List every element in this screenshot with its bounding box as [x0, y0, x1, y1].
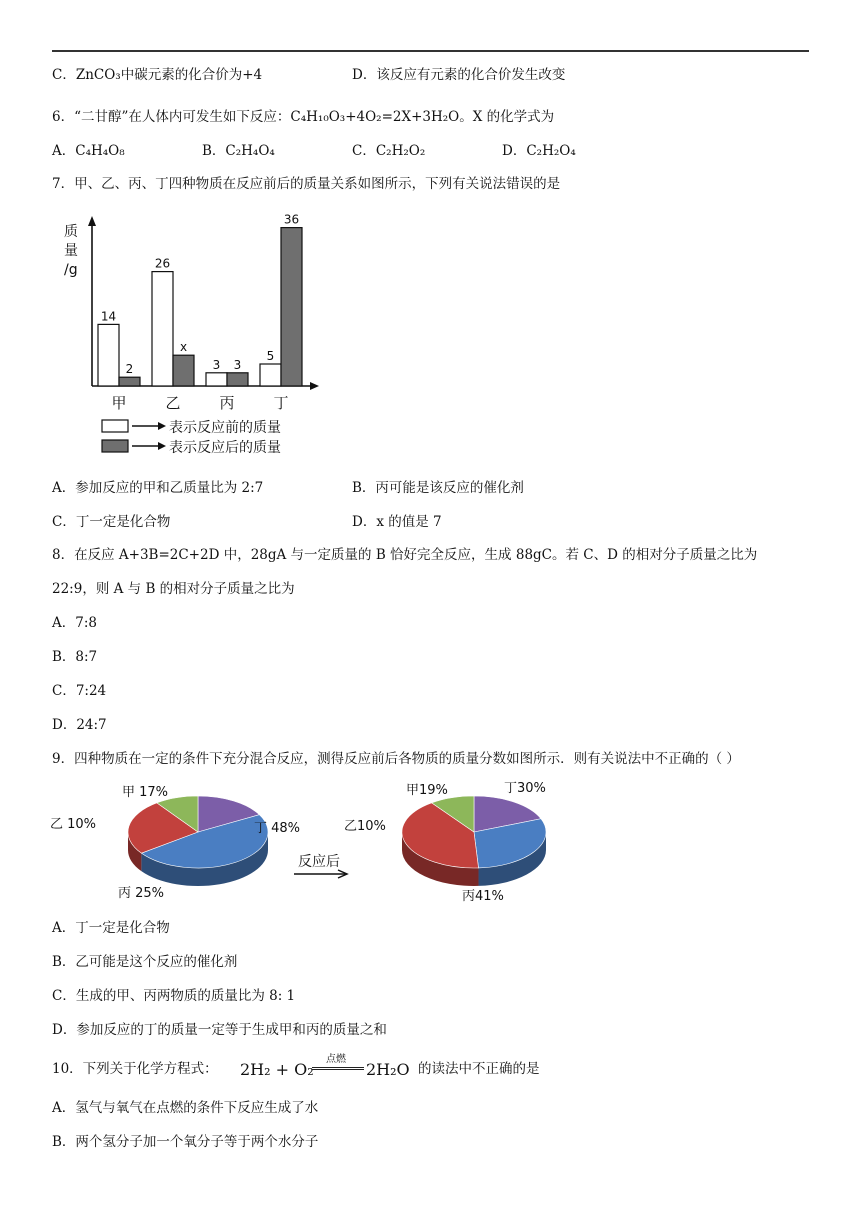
q5-option-c: C．ZnCO₃中碳元素的化合价为+4 [52, 67, 263, 83]
pie-after-label: 乙10% [344, 819, 386, 834]
pie-after-label: 丁30% [504, 781, 546, 796]
bar-after [227, 373, 248, 386]
y-axis-label: 质 [64, 224, 78, 240]
q10-option-a: A．氢气与氧气在点燃的条件下反应生成了水 [52, 1100, 319, 1116]
q7-option-a: A．参加反应的甲和乙质量比为 2:7 [52, 480, 264, 496]
bar-after [281, 228, 302, 386]
q7-option-c: C．丁一定是化合物 [52, 514, 171, 530]
q10-equation [240, 1050, 412, 1084]
bar-before [206, 373, 227, 386]
pie-after-label: 甲19% [406, 783, 448, 798]
q10-stem-prefix: 10．下列关于化学方程式： [52, 1061, 218, 1077]
q8-stem-line1: 8．在反应 A+3B=2C+2D 中，28gA 与一定质量的 B 恰好完全反应，生成 88gC。若 C、D 的相对分子质量之比为 [52, 547, 758, 563]
legend-label: 表示反应前的质量 [169, 420, 281, 436]
pie-before-label: 丙 25% [118, 886, 165, 901]
pie-before-label: 乙 10% [50, 817, 97, 832]
bar-after [173, 355, 194, 386]
equation-condition: 点燃 [326, 1054, 346, 1065]
q10-stem-suffix: 的读法中不正确的是 [418, 1061, 540, 1077]
pie-before-label: 甲 17% [122, 785, 169, 800]
q7-stem: 7．甲、乙、丙、丁四种物质在反应前后的质量关系如图所示，下列有关说法错误的是 [52, 176, 561, 192]
q10-option-b: B．两个氢分子加一个氧分子等于两个水分子 [52, 1134, 319, 1150]
equation-left: 2H₂ + O₂ [240, 1060, 314, 1079]
q9-option-c: C．生成的甲、丙两物质的质量比为 8: 1 [52, 988, 296, 1004]
q8-option-a: A．7:8 [52, 615, 97, 631]
header-rule [52, 50, 809, 52]
q8-option-d: D．24:7 [52, 717, 107, 733]
x-axis-arrow [310, 382, 319, 390]
bar-value-label: 26 [154, 256, 171, 271]
q6-option-d: D．C₂H₂O₄ [502, 143, 576, 159]
q8-stem-line2: 22:9，则 A 与 B 的相对分子质量之比为 [52, 581, 295, 597]
pie-before-label: 丁 48% [254, 821, 301, 836]
bar-after [119, 377, 140, 386]
y-axis-arrow [88, 216, 96, 226]
q9-stem: 9．四种物质在一定的条件下充分混合反应，测得反应前后各物质的质量分数如图所示．则有关说法中不正确的（ ） [52, 751, 740, 767]
q5-option-d: D．该反应有元素的化合价发生改变 [352, 67, 566, 83]
category-label: 乙 [165, 394, 181, 412]
equation-double-bar [312, 1067, 364, 1070]
bar-value-label: 36 [283, 212, 300, 227]
legend-label: 表示反应后的质量 [169, 440, 281, 456]
q7-option-d: D．x 的值是 7 [352, 514, 442, 530]
q8-option-b: B．8:7 [52, 649, 98, 665]
y-axis-label: /g [64, 262, 78, 278]
bar-value-label: x [179, 340, 188, 355]
category-label: 甲 [111, 394, 127, 412]
bar-value-label: 3 [233, 357, 242, 372]
legend-swatch [102, 440, 128, 452]
q6-stem: 6．“二甘醇”在人体内可发生如下反应：C₄H₁₀O₃+4O₂=2X+3H₂O。X 的化学式为 [52, 109, 555, 125]
legend-arrow-head [158, 422, 166, 430]
q6-option-a: A．C₄H₄O₈ [52, 143, 125, 159]
q6-option-c: C．C₂H₂O₂ [352, 143, 426, 159]
q9-pie-figure [48, 776, 568, 910]
q9-option-a: A．丁一定是化合物 [52, 920, 170, 936]
q9-option-d: D．参加反应的丁的质量一定等于生成甲和丙的质量之和 [52, 1022, 387, 1038]
pie-after-label: 丙41% [462, 889, 504, 904]
legend-arrow-head [158, 442, 166, 450]
bar-value-label: 5 [266, 349, 275, 363]
legend-swatch [102, 420, 128, 432]
bar-before [98, 324, 119, 386]
category-label: 丁 [273, 394, 289, 412]
bar-value-label: 14 [100, 309, 117, 324]
bar-value-label: 2 [125, 362, 134, 377]
q7-bar-chart [56, 210, 326, 462]
q8-option-c: C．7:24 [52, 683, 107, 699]
bar-before [152, 272, 173, 386]
arrow-label: 反应后 [298, 854, 340, 870]
category-label: 丙 [219, 394, 235, 412]
q6-option-b: B．C₂H₄O₄ [202, 143, 275, 159]
y-axis-label: 量 [64, 243, 78, 259]
equation-right: 2H₂O [366, 1060, 410, 1079]
q9-option-b: B．乙可能是这个反应的催化剂 [52, 954, 238, 970]
bar-value-label: 3 [212, 357, 221, 372]
q7-option-b: B．丙可能是该反应的催化剂 [352, 480, 524, 496]
bar-before [260, 364, 281, 386]
